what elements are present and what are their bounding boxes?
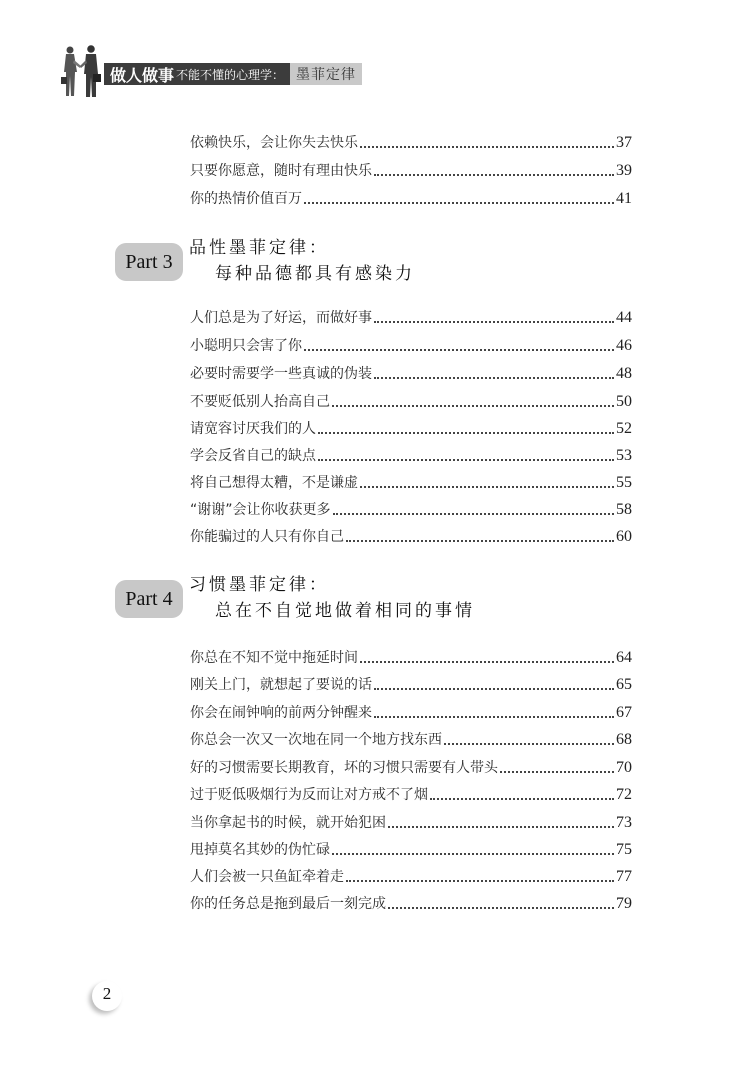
toc-entry-page: 67 [616,704,632,721]
toc-entry-page: 60 [616,528,632,545]
toc-entry[interactable] [190,361,632,383]
part-title-line2: 总在不自觉地做着相同的事情 [215,601,475,621]
toc-entry-title: 你总在不知不觉中拖延时间 [190,650,358,666]
toc-entry-title: 好的习惯需要长期教育，坏的习惯只需要有人带头 [190,760,498,776]
book-series-title: 墨菲定律 [290,63,362,85]
toc-entry-title: 不要贬低别人抬高自己 [190,394,330,410]
toc-entry-title: 小聪明只会害了你 [190,338,302,354]
part-title-line1: 习惯墨菲定律： [189,575,329,595]
toc-entry[interactable] [190,186,632,208]
part-heading [115,570,655,630]
toc-entry-page: 37 [616,134,632,151]
toc-entry-title: 必要时需要学一些真诚的伪装 [190,366,372,382]
toc-entry-title: 你能骗过的人只有你自己 [190,529,344,545]
toc-entry-title: 学会反省自己的缺点 [190,448,316,464]
toc-entry[interactable] [190,130,632,152]
toc-entry-page: 77 [616,868,632,885]
toc-entry-title: 你的任务总是拖到最后一刻完成 [190,896,386,912]
toc-entry-page: 79 [616,895,632,912]
leader-dots [333,513,614,515]
leader-dots [304,202,614,204]
leader-dots [346,540,614,542]
toc-entry[interactable] [190,700,632,722]
book-title-dark [104,63,290,85]
toc-entry-title: 请宽容讨厌我们的人 [190,421,316,437]
leader-dots [374,688,614,690]
toc-entry-page: 75 [616,841,632,858]
leader-dots [374,716,614,718]
book-title-bar [104,63,362,85]
leader-dots [360,146,614,148]
toc-entry[interactable] [190,333,632,355]
toc-entry[interactable] [190,416,632,438]
part-heading [115,233,655,293]
part-badge: Part 4 [115,580,183,618]
toc-entry[interactable] [190,470,632,492]
toc-entry-page: 68 [616,731,632,748]
toc-entry[interactable] [190,837,632,859]
toc-entry-page: 55 [616,474,632,491]
toc-entry-title: 依赖快乐，会让你失去快乐 [190,135,358,151]
leader-dots [388,907,614,909]
toc-entry-page: 39 [616,162,632,179]
page-number [92,981,126,1015]
leader-dots [360,661,614,663]
toc-entry[interactable] [190,158,632,180]
toc-entry-title: 只要你愿意，随时有理由快乐 [190,163,372,179]
toc-entry-page: 44 [616,309,632,326]
toc-entry[interactable] [190,305,632,327]
toc-entry-title: 人们总是为了好运，而做好事 [190,310,372,326]
leader-dots [304,349,614,351]
toc-entry-title: “谢谢”会让你收获更多 [190,502,331,518]
leader-dots [332,405,614,407]
part-title-line1: 品性墨菲定律： [189,238,329,258]
leader-dots [374,174,614,176]
book-title-sub: 不能不懂的心理学： [176,67,285,82]
leader-dots [346,880,614,882]
page-number-text: 2 [102,984,112,1003]
toc-entry-page: 53 [616,447,632,464]
leader-dots [332,853,614,855]
toc-entry[interactable] [190,389,632,411]
toc-entry-title: 你会在闹钟响的前两分钟醒来 [190,705,372,721]
toc-entry-page: 70 [616,759,632,776]
toc-entry[interactable] [190,524,632,546]
toc-entry[interactable] [190,755,632,777]
toc-entry[interactable] [190,645,632,667]
book-title-main: 做人做事 [110,65,175,85]
toc-entry-title: 你总会一次又一次地在同一个地方找东西 [190,732,442,748]
toc-entry-page: 50 [616,393,632,410]
toc-entry-page: 73 [616,814,632,831]
toc-entry-title: 刚关上门，就想起了要说的话 [190,677,372,693]
toc-entry[interactable] [190,891,632,913]
toc-entry-title: 将自己想得太糟，不是谦虚 [190,475,358,491]
leader-dots [318,432,614,434]
toc-entry[interactable] [190,497,632,519]
toc-entry[interactable] [190,727,632,749]
leader-dots [500,771,614,773]
toc-entry-title: 人们会被一只鱼缸牵着走 [190,869,344,885]
leader-dots [388,826,614,828]
toc-entry-title: 甩掉莫名其妙的伪忙碌 [190,842,330,858]
toc-entry-title: 你的热情价值百万 [190,191,302,207]
toc-entry-title: 当你拿起书的时候，就开始犯困 [190,815,386,831]
leader-dots [444,743,614,745]
toc-entry[interactable] [190,782,632,804]
handshake-figures-icon [58,44,104,100]
toc-entry-page: 41 [616,190,632,207]
leader-dots [374,321,614,323]
leader-dots [360,486,614,488]
toc-entry-page: 52 [616,420,632,437]
toc-entry-page: 72 [616,786,632,803]
toc-entry-page: 58 [616,501,632,518]
toc-entry[interactable] [190,443,632,465]
toc-entry[interactable] [190,810,632,832]
running-header [58,44,418,104]
toc-entry-title: 过于贬低吸烟行为反而让对方戒不了烟 [190,787,428,803]
toc-entry[interactable] [190,672,632,694]
toc-entry-page: 64 [616,649,632,666]
toc-entry-page: 65 [616,676,632,693]
toc-entry-page: 48 [616,365,632,382]
toc-entry[interactable] [190,864,632,886]
part-title-line2: 每种品德都具有感染力 [215,264,415,284]
leader-dots [430,798,614,800]
leader-dots [374,377,614,379]
toc-entry-page: 46 [616,337,632,354]
part-badge: Part 3 [115,243,183,281]
leader-dots [318,459,614,461]
